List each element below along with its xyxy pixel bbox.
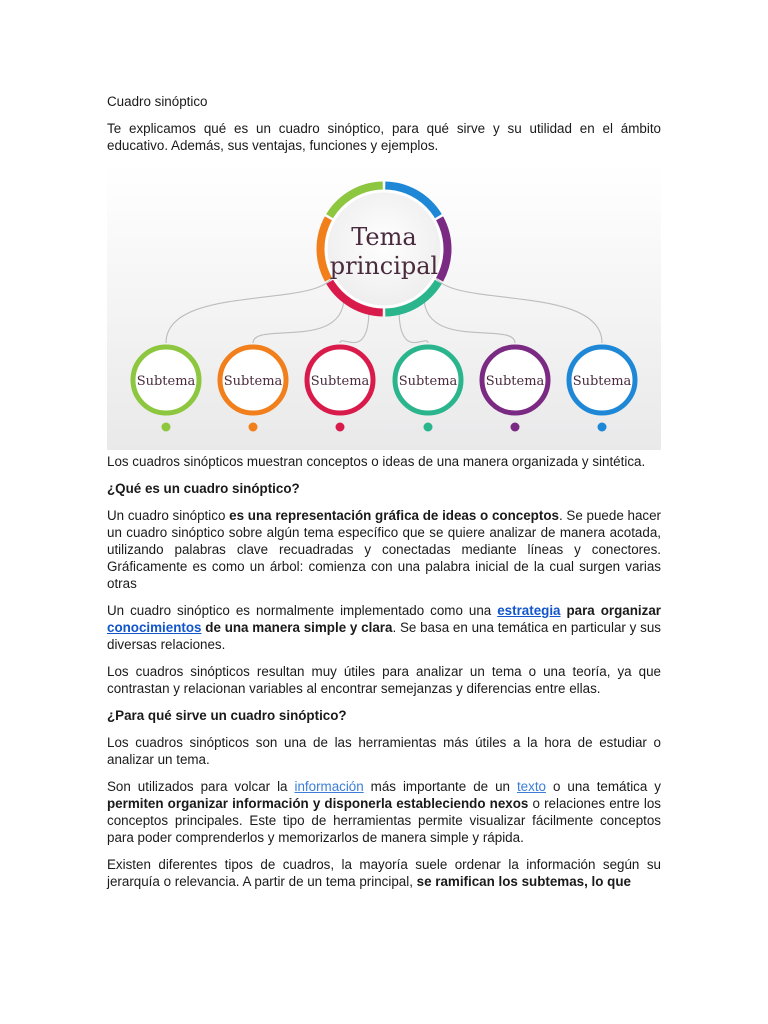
subtopic-label: Subtema xyxy=(223,374,283,389)
link-texto[interactable]: texto xyxy=(516,779,546,794)
subtopic-dot xyxy=(598,423,607,432)
image-caption: Los cuadros sinópticos muestran conceptos o ideas de una manera organizada y sintética. xyxy=(107,454,646,469)
subtopic-label: Subtema xyxy=(310,374,370,389)
subtopic-label: Subtema xyxy=(136,374,196,389)
subtopic-dot xyxy=(511,423,520,432)
link-estrategia[interactable]: estrategia xyxy=(497,603,561,618)
heading-que-es: ¿Qué es un cuadro sinóptico? xyxy=(107,481,300,496)
link-informacion[interactable]: información xyxy=(294,779,364,794)
subtopic-label: Subtema xyxy=(572,374,632,389)
center-label-line1: Tema xyxy=(351,223,417,251)
subtopic-dot xyxy=(336,423,345,432)
center-label-line2: principal xyxy=(329,252,439,280)
paragraph-usage: Son utilizados para volcar la información más importante de un texto o una temática y permiten organizar información y disponerla estableciendo nexos o relaciones entre los conceptos principales. Este tipo de herramientas permite visualizar fácilmente conceptos para poder comprenderlos y memorizarlos de manera simple y rápida. xyxy=(107,779,661,845)
paragraph-utility: Los cuadros sinópticos resultan muy útiles para analizar un tema o una teoría, ya que contrastan y relacionan variables al encontrar semejanzas y diferencias entre ellas. xyxy=(107,664,661,696)
subtopic-dot xyxy=(162,423,171,432)
paragraph-strategy: Un cuadro sinóptico es normalmente implementado como una estrategia para organizar conocimientos de una manera simple y clara. Se basa en una temática en particular y sus diversas relaciones. xyxy=(107,603,661,652)
document-title: Cuadro sinóptico xyxy=(107,94,208,109)
heading-para-que-sirve: ¿Para qué sirve un cuadro sinóptico? xyxy=(107,708,347,723)
synoptic-diagram-image xyxy=(107,164,661,450)
subtopic-label: Subtema xyxy=(398,374,458,389)
article-body xyxy=(107,453,661,900)
paragraph-definition: Un cuadro sinóptico es una representación gráfica de ideas o conceptos. Se puede hacer un cuadro sinóptico sobre algún tema específico que se quiere analizar de manera acotada, utilizando palabras clave recuadradas y conectadas mediante líneas y conectores. Gráficamente es como un árbol: comienza con una palabra inicial de la cual surgen varias otras xyxy=(107,508,661,591)
center-node xyxy=(321,186,447,312)
paragraph-types: Existen diferentes tipos de cuadros, la mayoría suele ordenar la información según su jerarquía o relevancia. A partir de un tema principal, se ramifican los subtemas, lo que xyxy=(107,857,661,889)
subtopic-dot xyxy=(424,423,433,432)
intro-paragraph: Te explicamos qué es un cuadro sinóptico, para qué sirve y su utilidad en el ámbito educativo. Además, sus ventajas, funciones y ejemplos. xyxy=(107,121,661,153)
paragraph-tools: Los cuadros sinópticos son una de las herramientas más útiles a la hora de estudiar o analizar un tema. xyxy=(107,735,661,767)
subtopic-label: Subtema xyxy=(485,374,545,389)
subtopic-dot xyxy=(249,423,258,432)
link-conocimientos[interactable]: conocimientos xyxy=(107,620,202,635)
